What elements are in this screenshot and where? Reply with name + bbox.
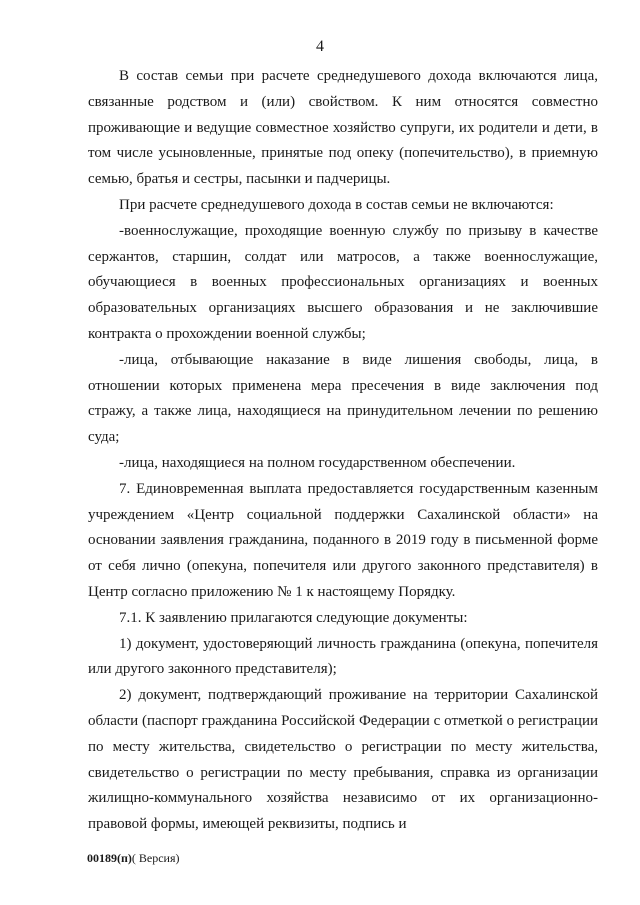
paragraph-excluded-state-support: -лица, находящиеся на полном государственном обеспечении. [119,454,516,471]
paragraph-excluded-prisoners: -лица, отбывающие наказание в виде лишения свободы, лица, в отношении которых применена мера пресечения в виде заключения под стражу, а также лица, находящиеся на принудительном лечении по решению суда; [88,351,598,446]
paragraph-item-1: 1) документ, удостоверяющий личность гражданина (опекуна, попечителя или другого законного представителя); [88,635,598,678]
footer-code: 00189(п) [87,851,132,865]
page-number: 4 [316,38,324,55]
paragraph-section-7: 7. Единовременная выплата предоставляется государственным казенным учреждением «Центр социальной поддержки Сахалинской области» на основании заявления гражданина, поданного в 2019 году в письменной форме от себя лично (опекуна, попечителя или другого законного представителя) в Центр согласно приложению № 1 к настоящему Порядку. [88,480,598,600]
paragraph-section-7-1: 7.1. К заявлению прилагаются следующие документы: [119,609,468,626]
paragraph-excluded-intro: При расчете среднедушевого дохода в состав семьи не включаются: [119,196,554,213]
footer-version: ( Версия) [131,851,180,865]
paragraph-family-composition: В состав семьи при расчете среднедушевого дохода включаются лица, связанные родством и (или) свойством. К ним относятся совместно проживающие и ведущие совместное хозяйство супруги, их родители и дети, в том числе усыновленные, принятые под опеку (попечительство), в приемную семью, братья и сестры, пасынки и падчерицы. [88,68,598,188]
document-body [88,64,598,838]
document-footer [87,851,180,866]
paragraph-excluded-military: -военнослужащие, проходящие военную службу по призыву в качестве сержантов, старшин, солдат или матросов, а также военнослужащие, обучающиеся в военных профессиональных организациях и военных образовательных организациях высшего образования и не заключившие контракта о прохождении военной службы; [88,222,598,342]
paragraph-item-2: 2) документ, подтверждающий проживание на территории Сахалинской области (паспорт гражданина Российской Федерации с отметкой о регистрации по месту жительства, свидетельство о регистрации по месту жительства, свидетельство о регистрации по месту пребывания, справка из организации жилищно-коммунального хозяйства независимо от их организационно-правовой формы, имеющей реквизиты, подпись и [88,687,598,833]
